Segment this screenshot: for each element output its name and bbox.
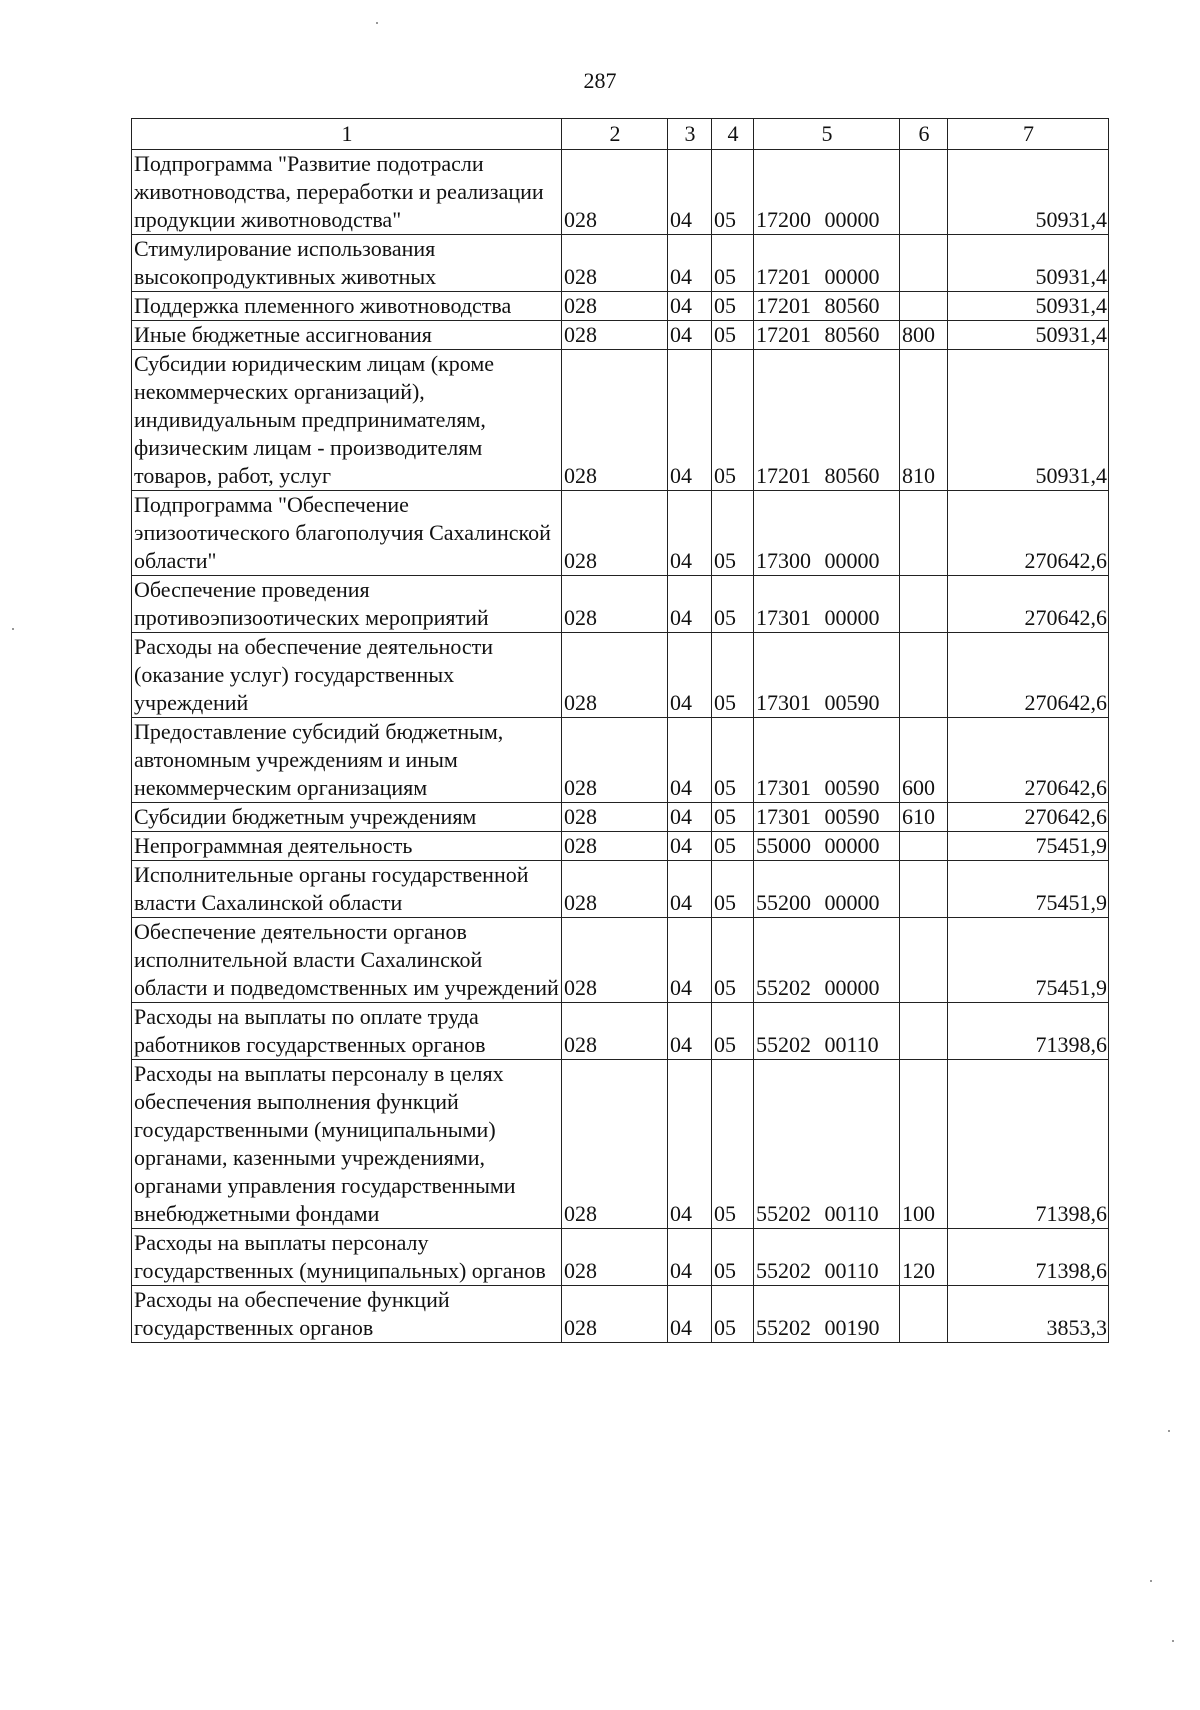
subsection-code: 05	[712, 1060, 754, 1229]
section-code: 04	[668, 1229, 712, 1286]
ministry-code: 028	[562, 292, 668, 321]
subsection-code: 05	[712, 718, 754, 803]
amount-value: 3853,3	[948, 1286, 1109, 1343]
table-row	[132, 918, 1109, 1003]
amount-value: 75451,9	[948, 832, 1109, 861]
section-code: 04	[668, 803, 712, 832]
target-article-code: 55200 00000	[754, 861, 900, 918]
table-row	[132, 150, 1109, 235]
target-article-code: 17200 00000	[754, 150, 900, 235]
target-article-code: 17201 00000	[754, 235, 900, 292]
ministry-code: 028	[562, 1003, 668, 1060]
target-article-code: 55202 00110	[754, 1060, 900, 1229]
ministry-code: 028	[562, 1286, 668, 1343]
amount-value: 270642,6	[948, 718, 1109, 803]
budget-table	[131, 118, 1109, 1343]
expense-type-code	[900, 861, 948, 918]
amount-value: 50931,4	[948, 292, 1109, 321]
row-description: Предоставление субсидий бюджетным, автономным учреждениям и иным некоммерческим организациям	[132, 718, 562, 803]
row-description: Расходы на обеспечение деятельности (оказание услуг) государственных учреждений	[132, 633, 562, 718]
amount-value: 270642,6	[948, 803, 1109, 832]
expense-type-code	[900, 1286, 948, 1343]
target-article-code: 17301 00590	[754, 718, 900, 803]
section-code: 04	[668, 321, 712, 350]
amount-value: 50931,4	[948, 350, 1109, 491]
amount-value: 71398,6	[948, 1003, 1109, 1060]
row-description: Обеспечение деятельности органов исполнительной власти Сахалинской области и подведомственных им учреждений	[132, 918, 562, 1003]
target-article-code: 17301 00590	[754, 803, 900, 832]
column-header: 2	[562, 119, 668, 150]
row-description: Расходы на выплаты по оплате труда работников государственных органов	[132, 1003, 562, 1060]
scan-speck	[1150, 1580, 1152, 1582]
row-description: Подпрограмма "Обеспечение эпизоотического благополучия Сахалинской области"	[132, 491, 562, 576]
expense-type-code: 100	[900, 1060, 948, 1229]
row-description: Расходы на обеспечение функций государственных органов	[132, 1286, 562, 1343]
subsection-code: 05	[712, 150, 754, 235]
amount-value: 270642,6	[948, 576, 1109, 633]
target-article-code: 17201 80560	[754, 292, 900, 321]
column-header: 7	[948, 119, 1109, 150]
table-row	[132, 1229, 1109, 1286]
amount-value: 71398,6	[948, 1229, 1109, 1286]
subsection-code: 05	[712, 918, 754, 1003]
expense-type-code	[900, 1003, 948, 1060]
target-article-code: 55202 00110	[754, 1003, 900, 1060]
expense-type-code: 120	[900, 1229, 948, 1286]
table-row	[132, 633, 1109, 718]
section-code: 04	[668, 861, 712, 918]
row-description: Исполнительные органы государственной власти Сахалинской области	[132, 861, 562, 918]
ministry-code: 028	[562, 576, 668, 633]
table-row	[132, 1003, 1109, 1060]
row-description: Субсидии юридическим лицам (кроме некоммерческих организаций), индивидуальным предпринимателям, физическим лицам - производителям товаров, работ, услуг	[132, 350, 562, 491]
ministry-code: 028	[562, 321, 668, 350]
table-row	[132, 1060, 1109, 1229]
subsection-code: 05	[712, 861, 754, 918]
row-description: Подпрограмма "Развитие подотрасли животноводства, переработки и реализации продукции животноводства"	[132, 150, 562, 235]
table-row	[132, 576, 1109, 633]
section-code: 04	[668, 150, 712, 235]
ministry-code: 028	[562, 150, 668, 235]
section-code: 04	[668, 1286, 712, 1343]
subsection-code: 05	[712, 350, 754, 491]
target-article-code: 17201 80560	[754, 321, 900, 350]
section-code: 04	[668, 576, 712, 633]
section-code: 04	[668, 918, 712, 1003]
table-row	[132, 1286, 1109, 1343]
row-description: Непрограммная деятельность	[132, 832, 562, 861]
section-code: 04	[668, 1003, 712, 1060]
table-body	[132, 150, 1109, 1343]
column-header: 6	[900, 119, 948, 150]
table-row	[132, 832, 1109, 861]
row-description: Расходы на выплаты персоналу в целях обеспечения выполнения функций государственными (муниципальными) органами, казенными учреждениями, органами управления государственными внебюджетными фондами	[132, 1060, 562, 1229]
subsection-code: 05	[712, 235, 754, 292]
ministry-code: 028	[562, 350, 668, 491]
amount-value: 75451,9	[948, 918, 1109, 1003]
target-article-code: 17300 00000	[754, 491, 900, 576]
table-row	[132, 861, 1109, 918]
column-header: 1	[132, 119, 562, 150]
amount-value: 50931,4	[948, 235, 1109, 292]
row-description: Расходы на выплаты персоналу государственных (муниципальных) органов	[132, 1229, 562, 1286]
expense-type-code	[900, 491, 948, 576]
subsection-code: 05	[712, 576, 754, 633]
expense-type-code	[900, 918, 948, 1003]
target-article-code: 17301 00000	[754, 576, 900, 633]
section-code: 04	[668, 491, 712, 576]
section-code: 04	[668, 292, 712, 321]
expense-type-code	[900, 633, 948, 718]
expense-type-code	[900, 576, 948, 633]
subsection-code: 05	[712, 1286, 754, 1343]
subsection-code: 05	[712, 832, 754, 861]
row-description: Обеспечение проведения противоэпизоотических мероприятий	[132, 576, 562, 633]
table-header	[132, 119, 1109, 150]
expense-type-code: 800	[900, 321, 948, 350]
ministry-code: 028	[562, 803, 668, 832]
table-row	[132, 803, 1109, 832]
page-number: 287	[583, 68, 617, 93]
scan-speck	[376, 22, 378, 24]
expense-type-code: 610	[900, 803, 948, 832]
amount-value: 270642,6	[948, 633, 1109, 718]
column-header: 5	[754, 119, 900, 150]
scan-speck	[1172, 1640, 1174, 1642]
expense-type-code: 810	[900, 350, 948, 491]
ministry-code: 028	[562, 832, 668, 861]
ministry-code: 028	[562, 633, 668, 718]
table-row	[132, 350, 1109, 491]
target-article-code: 55202 00110	[754, 1229, 900, 1286]
table-row	[132, 292, 1109, 321]
row-description: Поддержка племенного животноводства	[132, 292, 562, 321]
subsection-code: 05	[712, 321, 754, 350]
column-header: 4	[712, 119, 754, 150]
amount-value: 71398,6	[948, 1060, 1109, 1229]
expense-type-code: 600	[900, 718, 948, 803]
expense-type-code	[900, 832, 948, 861]
column-header: 3	[668, 119, 712, 150]
table-row	[132, 321, 1109, 350]
subsection-code: 05	[712, 292, 754, 321]
ministry-code: 028	[562, 491, 668, 576]
target-article-code: 17201 80560	[754, 350, 900, 491]
row-description: Стимулирование использования высокопродуктивных животных	[132, 235, 562, 292]
table-row	[132, 235, 1109, 292]
subsection-code: 05	[712, 491, 754, 576]
amount-value: 270642,6	[948, 491, 1109, 576]
ministry-code: 028	[562, 1060, 668, 1229]
scan-speck	[12, 628, 14, 630]
ministry-code: 028	[562, 718, 668, 803]
expense-type-code	[900, 150, 948, 235]
target-article-code: 17301 00590	[754, 633, 900, 718]
section-code: 04	[668, 1060, 712, 1229]
subsection-code: 05	[712, 803, 754, 832]
ministry-code: 028	[562, 1229, 668, 1286]
section-code: 04	[668, 832, 712, 861]
target-article-code: 55202 00000	[754, 918, 900, 1003]
table-row	[132, 491, 1109, 576]
amount-value: 50931,4	[948, 321, 1109, 350]
ministry-code: 028	[562, 918, 668, 1003]
section-code: 04	[668, 633, 712, 718]
subsection-code: 05	[712, 633, 754, 718]
scan-speck	[1168, 1430, 1170, 1432]
header-row	[132, 119, 1109, 150]
row-description: Иные бюджетные ассигнования	[132, 321, 562, 350]
section-code: 04	[668, 235, 712, 292]
section-code: 04	[668, 350, 712, 491]
expense-type-code	[900, 292, 948, 321]
expense-type-code	[900, 235, 948, 292]
row-description: Субсидии бюджетным учреждениям	[132, 803, 562, 832]
section-code: 04	[668, 718, 712, 803]
amount-value: 75451,9	[948, 861, 1109, 918]
subsection-code: 05	[712, 1003, 754, 1060]
ministry-code: 028	[562, 861, 668, 918]
target-article-code: 55202 00190	[754, 1286, 900, 1343]
amount-value: 50931,4	[948, 150, 1109, 235]
table-row	[132, 718, 1109, 803]
target-article-code: 55000 00000	[754, 832, 900, 861]
ministry-code: 028	[562, 235, 668, 292]
subsection-code: 05	[712, 1229, 754, 1286]
